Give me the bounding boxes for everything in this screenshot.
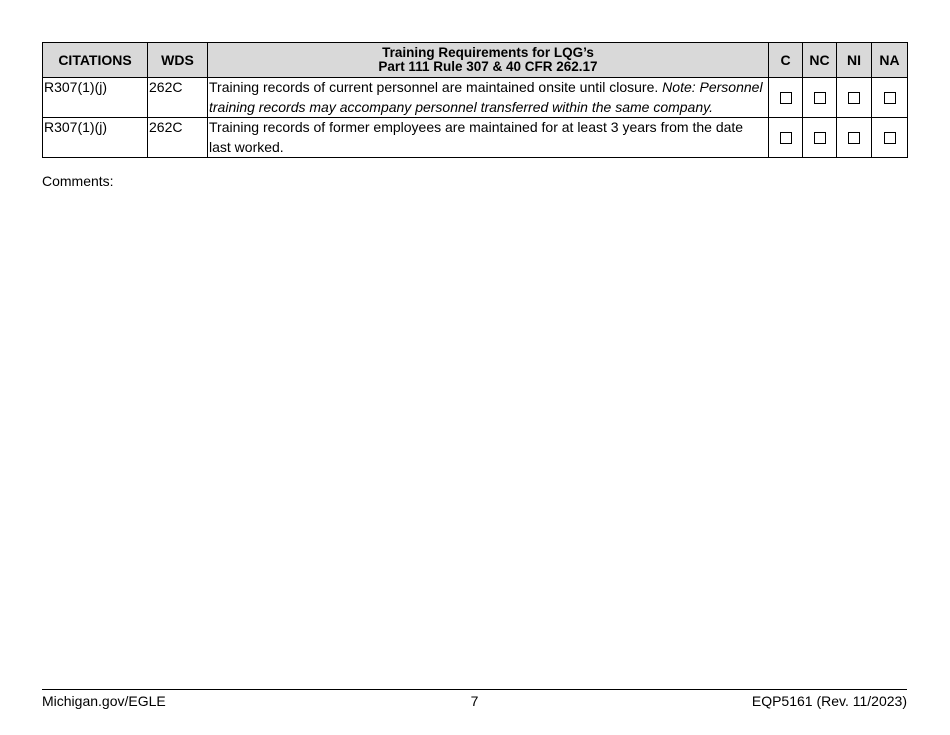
checkbox-na-cell [872,78,908,118]
comments-label: Comments: [42,173,114,189]
checkbox-nc[interactable] [814,92,826,104]
training-requirements-table [42,42,908,158]
checkbox-nc-cell [803,118,837,158]
wds-cell: 262C [148,78,208,118]
requirement-cell [208,118,769,158]
checkbox-c[interactable] [780,92,792,104]
footer-website: Michigan.gov/EGLE [42,693,166,709]
requirement-text: Training records of former employees are maintained for at least 3 years from the date last worked. [209,119,744,155]
header-citations: CITATIONS [43,43,148,78]
footer-page-number: 7 [470,693,479,709]
requirement-text: Training records of current personnel are maintained onsite until closure. [209,79,659,95]
checkbox-ni[interactable] [848,92,860,104]
citation-cell: R307(1)(j) [43,118,148,158]
footer-form-number: EQP5161 (Rev. 11/2023) [751,693,907,709]
requirement-note: Note: Personnel training records may accompany personnel transferred within the same company. [209,79,763,115]
wds-cell: 262C [148,118,208,158]
checkbox-ni-cell [837,118,872,158]
header-c: C [769,43,803,78]
checkbox-na[interactable] [884,92,896,104]
table-row [43,118,908,158]
checkbox-nc-cell [803,78,837,118]
checkbox-ni-cell [837,78,872,118]
checkbox-c-cell [769,78,803,118]
checkbox-nc[interactable] [814,132,826,144]
header-title-line1: Training Requirements for LQG’s [382,45,594,60]
citation-cell: R307(1)(j) [43,78,148,118]
checkbox-na-cell [872,118,908,158]
header-na: NA [872,43,908,78]
table-row [43,78,908,118]
checkbox-c[interactable] [780,132,792,144]
header-title-line2: Part 111 Rule 307 & 40 CFR 262.17 [378,59,598,74]
table-header-row [43,43,908,78]
header-nc: NC [803,43,837,78]
header-ni: NI [837,43,872,78]
page-footer [42,689,907,712]
checkbox-c-cell [769,118,803,158]
header-requirements-title [208,43,769,78]
checkbox-ni[interactable] [848,132,860,144]
checkbox-na[interactable] [884,132,896,144]
header-wds: WDS [148,43,208,78]
requirement-cell [208,78,769,118]
